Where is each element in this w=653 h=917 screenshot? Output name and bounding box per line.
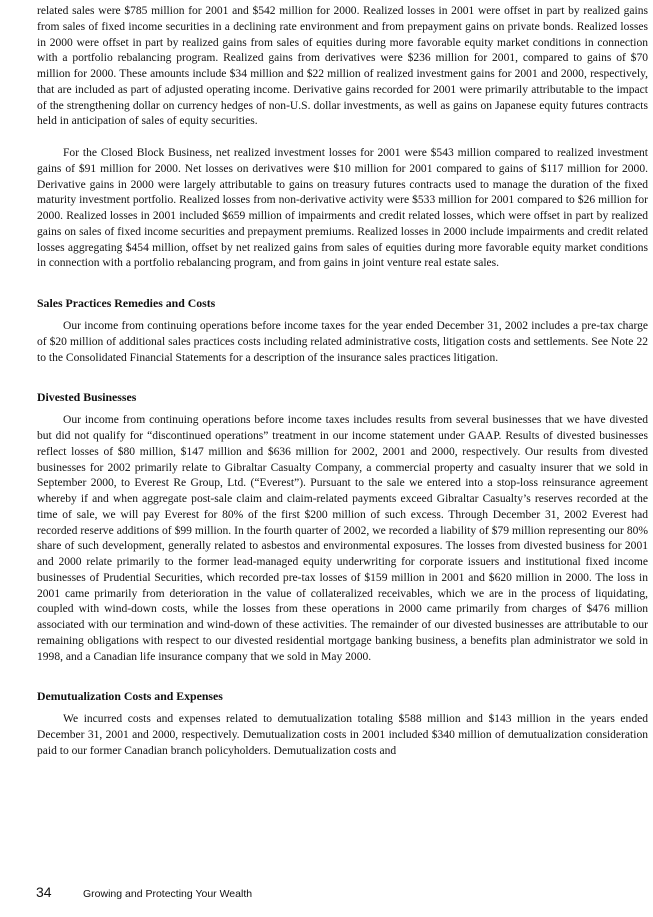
demutualization-paragraph: We incurred costs and expenses related to demutualization totaling $588 million and $143 million in the years ended December 31, 2001 and 2000, respectively. Demutualization costs in 2001 included $340 million of demutualization consideration paid to our former Canadian branch policyholders. Demutualization costs and <box>37 713 648 757</box>
sales-practices-heading: Sales Practices Remedies and Costs <box>37 296 216 310</box>
paragraph-gap <box>37 130 648 146</box>
page-footer <box>36 884 252 902</box>
demutualization-heading: Demutualization Costs and Expenses <box>37 689 223 704</box>
sales-practices-paragraph: Our income from continuing operations before income taxes for the year ended December 31, 2002 includes a pre-tax charge of $20 million of additional sales practices costs including related administrative costs, litigation costs and settlements. See Note 22 to the Consolidated Financial Statements for a description of the insurance sales practices litigation. <box>37 320 648 364</box>
closed-block-paragraph: For the Closed Block Business, net realized investment losses for 2001 were $543 million compared to realized investment gains of $91 million for 2000. Net losses on derivatives were $10 million for 2001 compared to gains of $117 million for 2000. Derivative gains in 2000 were largely attributable to gains on treasury futures contracts used to manage the duration of the fixed maturity investment portfolio. Realized losses from non-derivative activity were $533 million for 2001 compared to $26 million for 2000. Realized losses in 2001 included $659 million of impairments and credit related losses, which were offset in part by realized gains on sales of fixed income securities and prepayment premiums. Realized losses in 2000 include impairments and credit related losses aggregating $454 million, offset by net realized gains from sales of equities during more favorable equity market conditions in connection with a portfolio rebalancing program, and from gains in joint venture real estate sales. <box>37 147 648 270</box>
section-gap <box>37 665 648 688</box>
section-gap <box>37 366 648 389</box>
footer-title: Growing and Protecting Your Wealth <box>83 888 253 900</box>
divested-businesses-heading: Divested Businesses <box>37 390 137 405</box>
divested-businesses-paragraph: Our income from continuing operations before income taxes includes results from several businesses that we have divested but did not qualify for “discontinued operations” treatment in our income statement under GAAP. Results of divested businesses reflect losses of $80 million, $147 million and $636 million for 2002, 2001 and 2000, respectively. Our results from divested businesses for 2002 primarily relate to Gibraltar Casualty Company, a commercial property and casualty insurer that we sold in September 2000, to Everest Re Group, Ltd. (“Everest”). Pursuant to the sale we entered into a stop-loss reinsurance agreement whereby if and when aggregate post-sale claim and claim-related payments exceed Gibraltar Casualty’s reserves recorded at the time of sale, we will pay Everest for 80% of the first $200 million of such excess. Through December 31, 2002 Everest had recorded reserve additions of $99 million. In the fourth quarter of 2002, we recorded a liability of $79 million representing our 80% share of such development, generally related to asbestos and environmental exposures. The losses from divested business for 2001 and 2000 relate primarily to the former lead-managed equity underwriting for corporate issuers and institutional fixed income businesses of Prudential Securities, which recorded pre-tax losses of $159 million in 2001 and $620 million in 2000. The loss in 2001 came primarily from deterioration in the value of collateralized receivables, which we are in the process of liquidating, coupled with wind-down costs, while the losses from these operations in 2000 came primarily from charges of $476 million associated with our termination and wind-down of these activities. The remainder of our divested businesses are attributable to our remaining obligations with respect to our divested residential mortgage banking business, a benefits plan administrator we sold in 1998, and a Canadian life insurance company that we sold in May 2000. <box>37 414 648 663</box>
section-gap <box>37 272 648 295</box>
document-page <box>37 4 648 760</box>
page-number: 34 <box>36 884 52 900</box>
intro-paragraph: related sales were $785 million for 2001 and $542 million for 2000. Realized losses in 2001 were offset in part by realized gains from sales of fixed income securities in a declining rate environment and from prepayment gains on private bonds. Realized losses in 2000 were offset in part by realized gains from sales of equities during more favorable equity market conditions in connection with a portfolio rebalancing program. Realized gains from derivatives were $236 million for 2001, compared to gains of $70 million for 2000. These amounts include $34 million and $22 million of realized investment gains for 2001 and 2000, respectively, that are included as part of adjusted operating income. Derivative gains recorded for 2001 were primarily attributable to the impact of the strengthening dollar on currency hedges of non-U.S. dollar investments, as well as gains on Japanese equity futures contracts held in anticipation of sales of equity securities. <box>37 5 648 128</box>
